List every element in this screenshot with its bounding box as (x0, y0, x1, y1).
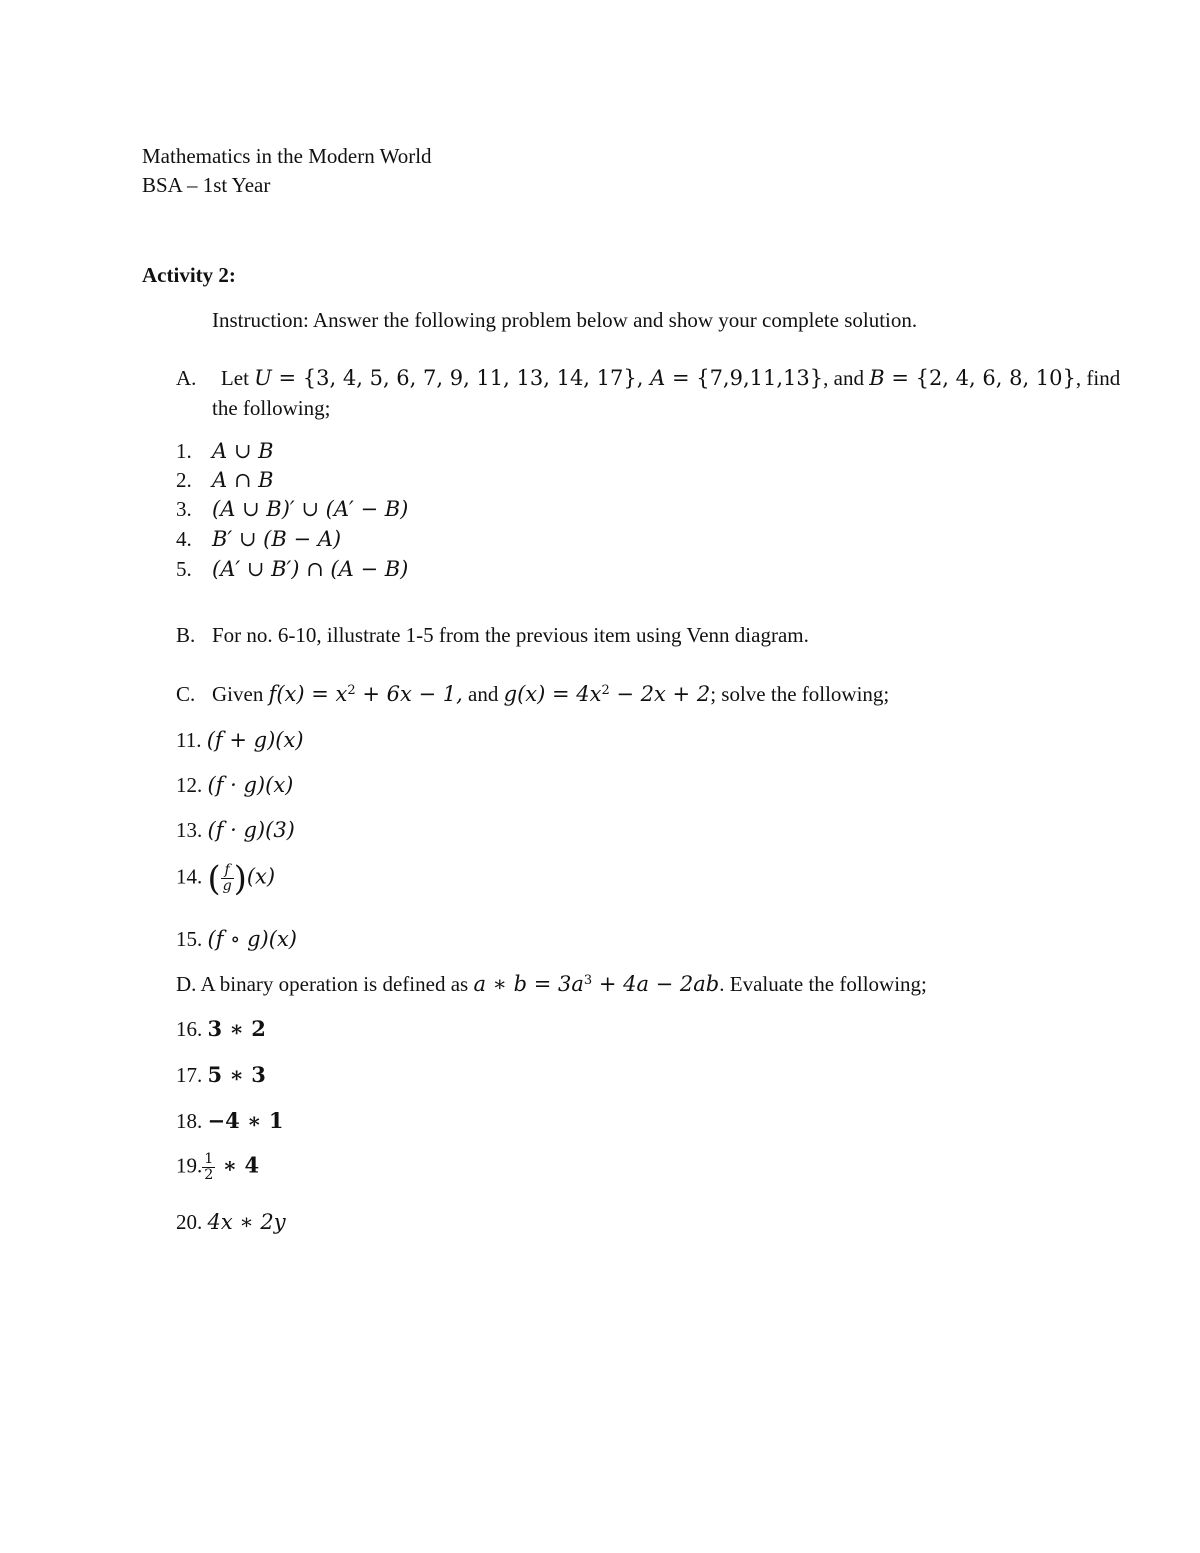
item-expression: −4 ∗ 1 (207, 1108, 284, 1133)
section-a-and: , and (823, 366, 870, 390)
fraction-denominator: g (222, 878, 232, 895)
course-title: Mathematics in the Modern World (142, 144, 432, 168)
section-c-tail: ; solve the following; (710, 682, 890, 706)
g-definition: g(x) = 4x (503, 682, 602, 706)
item-expression-tail: ∗ 4 (215, 1152, 260, 1178)
fraction-numerator: 1 (204, 1151, 214, 1167)
set-b-variable: B (869, 366, 885, 390)
f-definition-rest: + 6x − 1, (355, 682, 463, 706)
operation-definition: a ∗ b = 3a (473, 972, 584, 996)
item-expression: 3 ∗ 2 (207, 1016, 266, 1041)
section-a-line2: the following; (212, 396, 331, 420)
fraction-denominator: 2 (204, 1166, 214, 1183)
list-item (176, 1212, 286, 1233)
item-expression: A ∩ B (212, 468, 274, 492)
section-a-find: , find (1075, 366, 1121, 390)
f-exponent: 2 (347, 682, 356, 698)
item-number: 12. (176, 773, 203, 797)
list-item (176, 559, 408, 580)
set-b-elements: = {2, 4, 6, 8, 10} (884, 366, 1076, 390)
item-expression: (f · g)(3) (207, 818, 295, 842)
list-item (176, 529, 341, 550)
right-paren: ) (233, 859, 247, 898)
item-number: 13. (176, 818, 203, 842)
item-expression: 4x ∗ 2y (207, 1210, 286, 1234)
list-item (176, 775, 293, 796)
list-item (176, 929, 297, 950)
item-expression: (f · g)(x) (207, 773, 294, 797)
item-number: 2. (176, 468, 192, 492)
list-item (176, 470, 274, 491)
item-number: 3. (176, 497, 192, 521)
list-item (176, 1110, 283, 1132)
item-expression: B′ ∪ (B − A) (212, 527, 342, 551)
fraction (202, 1152, 215, 1183)
fraction-numerator: f (221, 863, 234, 879)
item-expression: (f + g)(x) (206, 728, 304, 752)
section-b-text: For no. 6-10, illustrate 1-5 from the previous item using Venn diagram. (212, 623, 809, 647)
left-paren: ( (207, 859, 221, 898)
section-d-text: D. A binary operation is defined as (176, 972, 474, 996)
set-u-variable: U (254, 366, 272, 390)
activity-title: Activity 2: (142, 263, 236, 287)
item-number: 19. (176, 1153, 203, 1178)
item-expression: A ∪ B (212, 439, 274, 463)
item-number: 1. (176, 439, 192, 463)
g-exponent: 2 (601, 682, 610, 698)
section-c-intro (176, 684, 889, 705)
section-a-let: Let (220, 366, 255, 390)
item-expression: (f ∘ g)(x) (207, 927, 297, 951)
operation-definition-rest: + 4a − 2ab (592, 972, 720, 996)
list-item (176, 441, 274, 462)
list-item (176, 1152, 259, 1183)
fraction (221, 863, 234, 894)
section-c-given: Given (212, 682, 269, 706)
list-item (176, 859, 276, 898)
list-item (176, 499, 408, 520)
section-b (176, 625, 809, 646)
item-number: 4. (176, 527, 192, 551)
f-definition: f(x) = x (268, 682, 348, 706)
section-a-intro (176, 368, 1120, 389)
item-number: 16. (176, 1017, 203, 1041)
section-d-tail: . Evaluate the following; (719, 972, 927, 996)
set-a-elements: = {7,9,11,13} (665, 366, 824, 390)
list-item (176, 730, 304, 751)
item-number: 17. (176, 1063, 203, 1087)
section-b-letter: B. (176, 623, 196, 647)
section-c-and: and (462, 682, 504, 706)
item-number: 5. (176, 557, 192, 581)
item-number: 15. (176, 927, 203, 951)
instruction-text: Instruction: Answer the following problem below and show your complete solution. (212, 308, 918, 332)
section-c-letter: C. (176, 682, 196, 706)
item-expression-tail: (x) (246, 864, 276, 889)
set-u-elements: = {3, 4, 5, 6, 7, 9, 11, 13, 14, 17}, (271, 366, 651, 390)
item-number: 14. (176, 864, 203, 889)
list-item (176, 820, 295, 841)
list-item (176, 1064, 266, 1086)
operation-exponent: 3 (583, 972, 593, 988)
item-number: 20. (176, 1210, 203, 1234)
set-a-variable: A (650, 366, 666, 390)
item-expression: 5 ∗ 3 (207, 1062, 266, 1087)
section-d-intro (176, 974, 927, 995)
item-expression: (A′ ∪ B′) ∩ (A − B) (212, 557, 409, 581)
course-year: BSA – 1st Year (142, 173, 271, 197)
section-a-letter: A. (176, 366, 197, 390)
list-item (176, 1018, 266, 1040)
item-number: 11. (176, 728, 202, 752)
item-number: 18. (176, 1109, 203, 1133)
g-definition-rest: − 2x + 2 (609, 682, 711, 706)
item-expression: (A ∪ B)′ ∪ (A′ − B) (212, 497, 409, 521)
